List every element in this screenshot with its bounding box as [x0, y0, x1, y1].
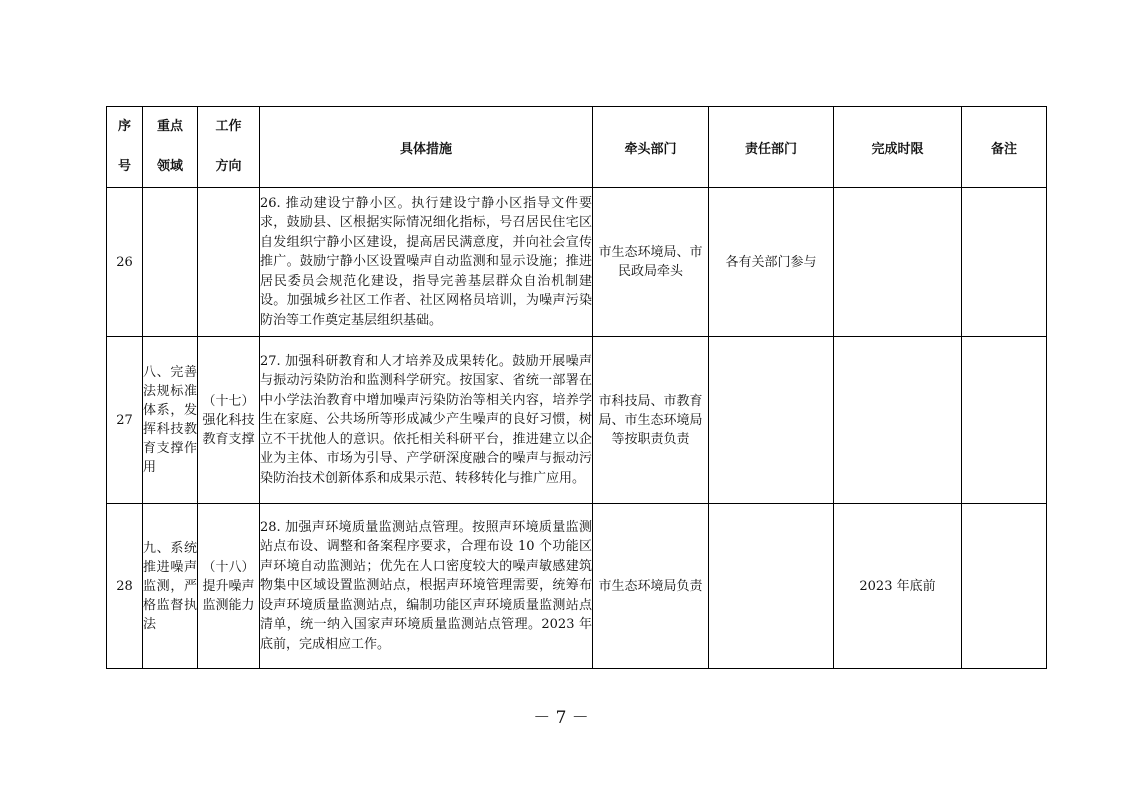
header-responsible: 责任部门 — [709, 107, 834, 188]
row-direction: （十八）提升噪声监测能力 — [198, 504, 260, 669]
row-note — [962, 337, 1047, 504]
row-lead: 市生态环境局负责 — [593, 504, 709, 669]
header-seq: 序 号 — [107, 107, 143, 188]
table-header-row — [107, 107, 1047, 188]
row-seq: 26 — [107, 188, 143, 337]
header-note: 备注 — [962, 107, 1047, 188]
table-row — [107, 337, 1047, 504]
page-number: － 7 － — [533, 708, 589, 728]
row-area: 八、完善法规标准体系，发挥科技教育支撑作用 — [143, 337, 198, 504]
row-measures: 26. 推动建设宁静小区。执行建设宁静小区指导文件要求，鼓励县、区根据实际情况细化指标，号召居民住宅区自发组织宁静小区建设，提高居民满意度，并向社会宣传推广。鼓励宁静小区设置噪声自动监测和显示设施；推进居民委员会规范化建设，指导完善基层群众自治机制建设。加强城乡社区工作者、社区网格员培训，为噪声污染防治等工作奠定基层组织基础。 — [260, 188, 593, 337]
row-seq: 28 — [107, 504, 143, 669]
row-area — [143, 188, 198, 337]
row-note — [962, 188, 1047, 337]
table-row — [107, 188, 1047, 337]
row-measures: 28. 加强声环境质量监测站点管理。按照声环境质量监测站点布设、调整和备案程序要求，合理布设 10 个功能区声环境自动监测站；优先在人口密度较大的噪声敏感建筑物集中区域设置监测站点，根据声环境管理需要，统筹布设声环境质量监测站点，编制功能区声环境质量监测站点清单，统一纳入国家声环境质量监测站点管理。2023 年底前，完成相应工作。 — [260, 504, 593, 669]
header-lead: 牵头部门 — [593, 107, 709, 188]
row-lead: 市科技局、市教育局、市生态环境局等按职责负责 — [593, 337, 709, 504]
row-direction: （十七）强化科技教育支撑 — [198, 337, 260, 504]
row-area: 九、系统推进噪声监测，严格监督执法 — [143, 504, 198, 669]
row-measures: 27. 加强科研教育和人才培养及成果转化。鼓励开展噪声与振动污染防治和监测科学研究。按国家、省统一部署在中小学法治教育中增加噪声污染防治等相关内容，培养学生在家庭、公共场所等形成减少产生噪声的良好习惯，树立不干扰他人的意识。依托相关科研平台，推进建立以企业为主体、市场为引导、产学研深度融合的噪声与振动污染防治技术创新体系和成果示范、转移转化与推广应用。 — [260, 337, 593, 504]
row-responsible — [709, 504, 834, 669]
header-direction: 工作 方向 — [198, 107, 260, 188]
measures-table — [106, 106, 1047, 669]
header-area: 重点 领域 — [143, 107, 198, 188]
row-note — [962, 504, 1047, 669]
row-lead: 市生态环境局、市民政局牵头 — [593, 188, 709, 337]
row-deadline — [834, 337, 962, 504]
header-measures: 具体措施 — [260, 107, 593, 188]
row-deadline: 2023 年底前 — [834, 504, 962, 669]
row-seq: 27 — [107, 337, 143, 504]
row-deadline — [834, 188, 962, 337]
header-deadline: 完成时限 — [834, 107, 962, 188]
row-responsible — [709, 337, 834, 504]
row-responsible: 各有关部门参与 — [709, 188, 834, 337]
table-row — [107, 504, 1047, 669]
row-direction — [198, 188, 260, 337]
